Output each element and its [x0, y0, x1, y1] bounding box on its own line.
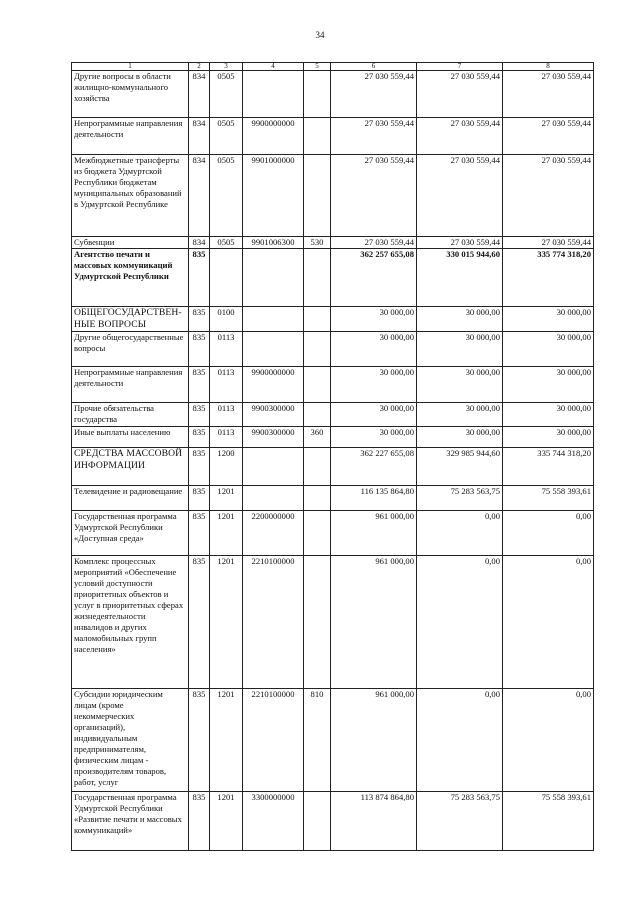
amount-year-3: 27 030 559,44 — [503, 118, 594, 155]
row-name: Субвенции — [72, 237, 189, 249]
ministry-code: 835 — [189, 249, 210, 307]
row-name: ОБЩЕГОСУДАРСТВЕН-НЫЕ ВОПРОСЫ — [72, 307, 189, 332]
section-code: 1201 — [210, 792, 243, 851]
section-code: 0505 — [210, 71, 243, 118]
page-number: 34 — [315, 30, 325, 40]
amount-year-2: 75 283 563,75 — [417, 792, 503, 851]
amount-year-1: 30 000,00 — [331, 367, 417, 403]
row-name: Непрограммные направления деятельности — [72, 367, 189, 403]
section-code: 0113 — [210, 427, 243, 448]
expense-type-code — [304, 792, 331, 851]
amount-year-2: 27 030 559,44 — [417, 71, 503, 118]
row-name: СРЕДСТВА МАССОВОЙ ИНФОРМАЦИИ — [72, 448, 189, 486]
row-name: Государственная программа Удмуртской Республики «Доступная среда» — [72, 511, 189, 556]
amount-year-2: 30 000,00 — [417, 332, 503, 367]
ministry-code: 834 — [189, 118, 210, 155]
amount-year-2: 27 030 559,44 — [417, 237, 503, 249]
amount-year-3: 335 774 318,20 — [503, 249, 594, 307]
section-code: 0113 — [210, 403, 243, 427]
section-code: 0505 — [210, 118, 243, 155]
ministry-code: 835 — [189, 427, 210, 448]
table-row — [72, 249, 594, 307]
ministry-code: 835 — [189, 448, 210, 486]
amount-year-1: 30 000,00 — [331, 332, 417, 367]
table-row — [72, 792, 594, 851]
section-code: 1201 — [210, 511, 243, 556]
table-row — [72, 118, 594, 155]
row-name: Телевидение и радиовещание — [72, 486, 189, 511]
column-header: 5 — [304, 63, 331, 71]
amount-year-3: 335 744 318,20 — [503, 448, 594, 486]
column-header: 4 — [243, 63, 304, 71]
table-row — [72, 511, 594, 556]
table-row — [72, 556, 594, 689]
ministry-code: 835 — [189, 556, 210, 689]
target-article-code: 3300000000 — [243, 792, 304, 851]
expense-type-code: 530 — [304, 237, 331, 249]
expense-type-code — [304, 403, 331, 427]
target-article-code — [243, 249, 304, 307]
table-row — [72, 367, 594, 403]
expense-type-code — [304, 155, 331, 237]
expense-type-code: 810 — [304, 689, 331, 792]
amount-year-3: 75 558 393,61 — [503, 486, 594, 511]
ministry-code: 835 — [189, 792, 210, 851]
section-code: 1201 — [210, 556, 243, 689]
amount-year-2: 75 283 563,75 — [417, 486, 503, 511]
amount-year-1: 113 874 864,80 — [331, 792, 417, 851]
target-article-code — [243, 71, 304, 118]
amount-year-1: 961 000,00 — [331, 511, 417, 556]
expense-type-code: 360 — [304, 427, 331, 448]
ministry-code: 835 — [189, 403, 210, 427]
row-name: Прочие обязательства государства — [72, 403, 189, 427]
amount-year-3: 0,00 — [503, 511, 594, 556]
amount-year-2: 0,00 — [417, 511, 503, 556]
ministry-code: 835 — [189, 307, 210, 332]
amount-year-1: 27 030 559,44 — [331, 71, 417, 118]
amount-year-2: 0,00 — [417, 556, 503, 689]
amount-year-3: 30 000,00 — [503, 307, 594, 332]
amount-year-1: 116 135 864,80 — [331, 486, 417, 511]
column-header: 2 — [189, 63, 210, 71]
amount-year-3: 27 030 559,44 — [503, 155, 594, 237]
row-name: Комплекс процессных мероприятий «Обеспечение условий доступности приоритетных объектов и услуг в приоритетных сферах жизнедеятельности инвалидов и других маломобильных групп населения» — [72, 556, 189, 689]
amount-year-3: 75 558 393,61 — [503, 792, 594, 851]
row-name: Другие вопросы в области жилищно-коммунального хозяйства — [72, 71, 189, 118]
amount-year-1: 30 000,00 — [331, 307, 417, 332]
amount-year-2: 30 000,00 — [417, 307, 503, 332]
table-row — [72, 307, 594, 332]
section-code: 0113 — [210, 367, 243, 403]
amount-year-3: 30 000,00 — [503, 427, 594, 448]
amount-year-1: 30 000,00 — [331, 427, 417, 448]
section-code: 0505 — [210, 237, 243, 249]
column-header: 7 — [417, 63, 503, 71]
budget-table — [71, 62, 594, 851]
section-code: 1201 — [210, 486, 243, 511]
amount-year-2: 30 000,00 — [417, 403, 503, 427]
column-number-row — [72, 63, 594, 71]
table-row — [72, 71, 594, 118]
table-row — [72, 448, 594, 486]
amount-year-3: 30 000,00 — [503, 367, 594, 403]
expense-type-code — [304, 367, 331, 403]
amount-year-2: 329 985 944,60 — [417, 448, 503, 486]
table-row — [72, 689, 594, 792]
amount-year-1: 961 000,00 — [331, 689, 417, 792]
row-name: Непрограммные направления деятельности — [72, 118, 189, 155]
target-article-code — [243, 332, 304, 367]
expense-type-code — [304, 71, 331, 118]
ministry-code: 835 — [189, 689, 210, 792]
amount-year-1: 27 030 559,44 — [331, 155, 417, 237]
amount-year-1: 30 000,00 — [331, 403, 417, 427]
amount-year-2: 0,00 — [417, 689, 503, 792]
expense-type-code — [304, 511, 331, 556]
target-article-code: 9900000000 — [243, 118, 304, 155]
ministry-code: 835 — [189, 511, 210, 556]
target-article-code: 2210100000 — [243, 556, 304, 689]
table-row — [72, 427, 594, 448]
ministry-code: 835 — [189, 486, 210, 511]
amount-year-2: 27 030 559,44 — [417, 118, 503, 155]
expense-type-code — [304, 307, 331, 332]
amount-year-3: 27 030 559,44 — [503, 71, 594, 118]
amount-year-3: 30 000,00 — [503, 403, 594, 427]
ministry-code: 834 — [189, 237, 210, 249]
amount-year-2: 30 000,00 — [417, 427, 503, 448]
ministry-code: 835 — [189, 367, 210, 403]
column-header: 8 — [503, 63, 594, 71]
amount-year-2: 30 000,00 — [417, 367, 503, 403]
section-code: 0505 — [210, 155, 243, 237]
column-header: 6 — [331, 63, 417, 71]
column-header: 1 — [72, 63, 189, 71]
amount-year-1: 27 030 559,44 — [331, 237, 417, 249]
ministry-code: 835 — [189, 332, 210, 367]
ministry-code: 834 — [189, 155, 210, 237]
row-name: Иные выплаты населению — [72, 427, 189, 448]
expense-type-code — [304, 249, 331, 307]
target-article-code: 9900000000 — [243, 367, 304, 403]
expense-type-code — [304, 118, 331, 155]
table-row — [72, 237, 594, 249]
expense-type-code — [304, 556, 331, 689]
row-name: Межбюджетные трансферты из бюджета Удмуртской Республики бюджетам муниципальных образований в Удмуртской Республике — [72, 155, 189, 237]
ministry-code: 834 — [189, 71, 210, 118]
target-article-code: 2200000000 — [243, 511, 304, 556]
section-code — [210, 249, 243, 307]
target-article-code: 9900300000 — [243, 427, 304, 448]
target-article-code — [243, 486, 304, 511]
target-article-code: 9901000000 — [243, 155, 304, 237]
amount-year-3: 0,00 — [503, 689, 594, 792]
amount-year-2: 330 015 944,60 — [417, 249, 503, 307]
target-article-code: 2210100000 — [243, 689, 304, 792]
expense-type-code — [304, 332, 331, 367]
target-article-code — [243, 307, 304, 332]
table-row — [72, 403, 594, 427]
row-name: Субсидии юридическим лицам (кроме некоммерческих организаций), индивидуальным предпринимателям, физическим лицам - производителям товаров, работ, услуг — [72, 689, 189, 792]
target-article-code — [243, 448, 304, 486]
section-code: 0100 — [210, 307, 243, 332]
target-article-code: 9901006300 — [243, 237, 304, 249]
row-name: Другие общегосударственные вопросы — [72, 332, 189, 367]
row-name: Агентство печати и массовых коммуникаций Удмуртской Республики — [72, 249, 189, 307]
row-name: Государственная программа Удмуртской Республики «Развитие печати и массовых коммуникаций» — [72, 792, 189, 851]
amount-year-1: 27 030 559,44 — [331, 118, 417, 155]
table-row — [72, 332, 594, 367]
section-code: 1200 — [210, 448, 243, 486]
amount-year-3: 27 030 559,44 — [503, 237, 594, 249]
expense-type-code — [304, 448, 331, 486]
expense-type-code — [304, 486, 331, 511]
amount-year-1: 961 000,00 — [331, 556, 417, 689]
amount-year-1: 362 257 655,08 — [331, 249, 417, 307]
section-code: 0113 — [210, 332, 243, 367]
section-code: 1201 — [210, 689, 243, 792]
target-article-code: 9900300000 — [243, 403, 304, 427]
amount-year-1: 362 227 655,08 — [331, 448, 417, 486]
amount-year-3: 0,00 — [503, 556, 594, 689]
column-header: 3 — [210, 63, 243, 71]
table-row — [72, 486, 594, 511]
amount-year-2: 27 030 559,44 — [417, 155, 503, 237]
amount-year-3: 30 000,00 — [503, 332, 594, 367]
table-row — [72, 155, 594, 237]
